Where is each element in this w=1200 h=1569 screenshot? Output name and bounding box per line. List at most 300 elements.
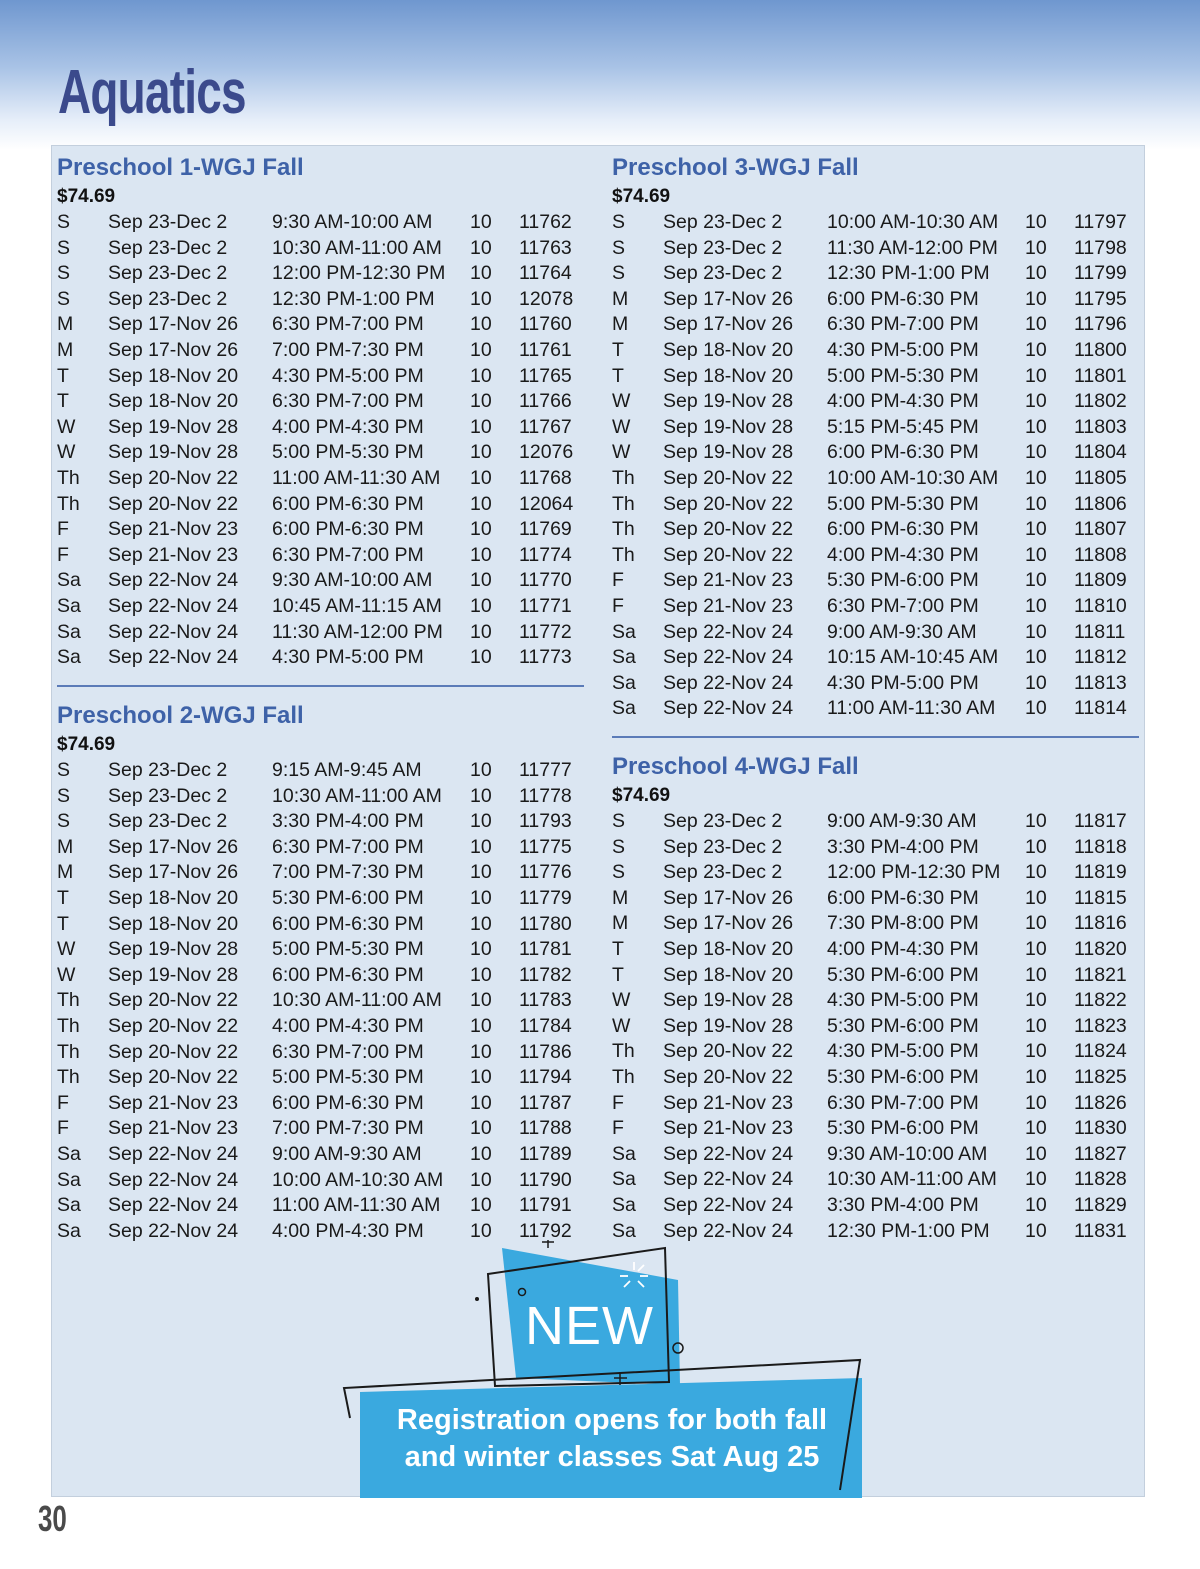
class-sessions: 10 [470,1168,492,1191]
class-time: 4:30 PM-5:00 PM [272,646,424,669]
schedule-row [57,620,587,646]
section-preschool-2 [57,699,587,1244]
class-day: T [612,338,624,361]
schedule-row [612,809,1142,835]
class-code: 11805 [1074,466,1127,489]
class-dates: Sep 17-Nov 26 [108,835,239,858]
class-dates: Sep 22-Nov 24 [108,1142,239,1165]
class-code: 11821 [1074,963,1127,986]
class-day: F [57,1091,69,1114]
schedule-list [57,758,587,1244]
class-time: 5:30 PM-6:00 PM [827,569,979,592]
schedule-row [612,1065,1142,1091]
class-day: W [612,415,631,438]
schedule-row [612,1193,1142,1219]
class-dates: Sep 21-Nov 23 [663,569,794,592]
schedule-row [57,988,587,1014]
class-code: 11792 [519,1219,572,1242]
class-day: M [612,912,629,935]
class-code: 11777 [519,759,572,781]
class-code: 11824 [1074,1040,1127,1063]
class-time: 12:30 PM-1:00 PM [827,262,990,285]
class-sessions: 10 [470,441,492,464]
class-time: 10:15 AM-10:45 AM [827,646,999,669]
class-code: 11765 [519,364,572,387]
class-time: 6:00 PM-6:30 PM [272,518,424,541]
class-day: Sa [612,1193,636,1216]
schedule-row [612,210,1142,236]
class-time: 9:00 AM-9:30 AM [272,1142,422,1165]
class-day: T [57,886,69,909]
schedule-row [612,988,1142,1014]
class-day: Th [57,1066,80,1089]
class-sessions: 10 [470,466,492,489]
schedule-row [57,1091,587,1117]
schedule-row [57,415,587,441]
class-dates: Sep 22-Nov 24 [108,1194,239,1217]
page-title: Aquatics [58,58,246,127]
schedule-row [57,1014,587,1040]
class-dates: Sep 22-Nov 24 [663,646,794,669]
class-day: S [57,784,71,807]
class-code: 11811 [1074,620,1126,643]
class-sessions: 10 [470,963,492,986]
class-day: M [57,861,74,884]
schedule-row [57,963,587,989]
schedule-row [612,492,1142,518]
class-day: Sa [612,697,636,720]
class-sessions: 10 [470,492,492,515]
class-time: 6:30 PM-7:00 PM [272,313,424,336]
class-day: S [57,236,71,259]
class-time: 6:30 PM-7:00 PM [827,1091,979,1114]
class-sessions: 10 [1025,646,1047,669]
class-code: 11770 [519,569,572,592]
class-sessions: 10 [1025,287,1047,310]
class-dates: Sep 19-Nov 28 [108,938,239,961]
class-sessions: 10 [1025,989,1047,1012]
class-dates: Sep 21-Nov 23 [663,594,794,617]
class-dates: Sep 23-Dec 2 [663,861,783,884]
class-sessions: 10 [1025,415,1047,438]
class-day: Sa [57,1219,81,1242]
class-sessions: 10 [1025,671,1047,694]
class-code: 11827 [1074,1142,1127,1165]
class-sessions: 10 [1025,1014,1047,1037]
class-code: 12064 [519,492,574,515]
class-time: 7:00 PM-7:30 PM [272,1117,424,1140]
class-sessions: 10 [470,912,492,935]
class-dates: Sep 23-Dec 2 [108,262,228,285]
class-code: 11802 [1074,390,1127,413]
schedule-row [57,809,587,835]
class-time: 3:30 PM-4:00 PM [827,835,979,858]
class-dates: Sep 22-Nov 24 [108,646,239,669]
class-day: S [612,861,626,884]
class-dates: Sep 23-Dec 2 [663,835,783,858]
class-sessions: 10 [1025,810,1047,832]
class-dates: Sep 22-Nov 24 [108,594,239,617]
class-sessions: 10 [470,1142,492,1165]
class-code: 11822 [1074,989,1127,1012]
class-time: 10:00 AM-10:30 AM [827,466,999,489]
class-time: 4:30 PM-5:00 PM [827,1040,979,1063]
schedule-list [612,809,1142,1244]
class-day: T [612,937,624,960]
class-code: 11817 [1074,810,1127,832]
schedule-row [57,568,587,594]
class-dates: Sep 18-Nov 20 [108,364,239,387]
class-dates: Sep 19-Nov 28 [108,415,239,438]
class-code: 11778 [519,784,572,807]
class-code: 11797 [1074,211,1127,233]
class-dates: Sep 20-Nov 22 [663,518,794,541]
class-day: M [57,835,74,858]
class-day: S [612,236,626,259]
class-code: 11794 [519,1066,572,1089]
class-dates: Sep 21-Nov 23 [663,1091,794,1114]
schedule-row [612,937,1142,963]
schedule-row [57,517,587,543]
schedule-row [57,860,587,886]
class-time: 6:30 PM-7:00 PM [827,313,979,336]
class-code: 11791 [519,1194,572,1217]
class-sessions: 10 [470,1117,492,1140]
class-dates: Sep 23-Dec 2 [108,236,228,259]
schedule-row [612,517,1142,543]
schedule-row [612,440,1142,466]
class-sessions: 10 [1025,1142,1047,1165]
class-sessions: 10 [470,646,492,669]
schedule-row [57,338,587,364]
class-dates: Sep 19-Nov 28 [663,390,794,413]
class-dates: Sep 17-Nov 26 [663,886,794,909]
class-code: 11783 [519,989,572,1012]
class-day: Th [57,492,80,515]
class-dates: Sep 20-Nov 22 [108,466,239,489]
class-dates: Sep 20-Nov 22 [663,466,794,489]
schedule-row [57,1142,587,1168]
class-code: 11813 [1074,671,1127,694]
class-day: W [57,415,76,438]
class-time: 5:30 PM-6:00 PM [272,886,424,909]
class-day: F [612,1117,624,1140]
class-day: M [612,313,629,336]
class-sessions: 10 [1025,262,1047,285]
class-sessions: 10 [470,338,492,361]
class-time: 5:15 PM-5:45 PM [827,415,979,438]
class-dates: Sep 22-Nov 24 [663,697,794,720]
class-day: Sa [612,1168,636,1191]
schedule-row [612,671,1142,697]
class-dates: Sep 22-Nov 24 [663,1193,794,1216]
class-time: 6:00 PM-6:30 PM [272,1091,424,1114]
schedule-row [612,860,1142,886]
class-code: 11786 [519,1040,572,1063]
class-time: 9:30 AM-10:00 AM [272,569,433,592]
class-dates: Sep 22-Nov 24 [663,1219,794,1242]
class-sessions: 10 [1025,569,1047,592]
section-title: Preschool 1-WGJ Fall [57,154,304,181]
schedule-row [612,338,1142,364]
section-title: Preschool 4-WGJ Fall [612,753,859,780]
class-dates: Sep 23-Dec 2 [663,810,783,832]
class-time: 11:30 AM-12:00 PM [272,620,443,643]
class-time: 12:00 PM-12:30 PM [272,262,446,285]
class-day: W [57,441,76,464]
schedule-row [57,466,587,492]
class-dates: Sep 20-Nov 22 [663,1040,794,1063]
class-dates: Sep 19-Nov 28 [108,963,239,986]
class-dates: Sep 23-Dec 2 [108,759,228,781]
schedule-row [57,312,587,338]
class-day: S [57,810,71,833]
class-sessions: 10 [1025,963,1047,986]
class-sessions: 10 [1025,492,1047,515]
class-sessions: 10 [1025,518,1047,541]
class-day: Th [57,1014,80,1037]
class-sessions: 10 [1025,1040,1047,1063]
class-day: T [57,364,69,387]
schedule-row [612,911,1142,937]
class-day: F [57,1117,69,1140]
class-sessions: 10 [470,569,492,592]
class-time: 9:30 AM-10:00 AM [272,211,433,233]
class-sessions: 10 [1025,861,1047,884]
schedule-row [612,594,1142,620]
class-dates: Sep 20-Nov 22 [108,989,239,1012]
schedule-row [612,1142,1142,1168]
class-time: 4:00 PM-4:30 PM [272,415,424,438]
class-code: 11812 [1074,646,1127,669]
schedule-row [612,963,1142,989]
class-time: 6:30 PM-7:00 PM [827,594,979,617]
class-dates: Sep 22-Nov 24 [663,620,794,643]
class-time: 6:00 PM-6:30 PM [272,963,424,986]
class-sessions: 10 [470,236,492,259]
class-time: 9:00 AM-9:30 AM [827,620,977,643]
schedule-row [57,1116,587,1142]
class-sessions: 10 [1025,912,1047,935]
schedule-row [57,937,587,963]
class-sessions: 10 [470,989,492,1012]
class-dates: Sep 18-Nov 20 [663,937,794,960]
class-day: T [612,364,624,387]
section-price: $74.69 [612,785,671,806]
class-day: M [57,313,74,336]
class-day: F [612,569,624,592]
class-time: 6:30 PM-7:00 PM [272,543,424,566]
class-code: 11763 [519,236,572,259]
class-day: Th [612,518,635,541]
class-time: 5:30 PM-6:00 PM [827,1117,979,1140]
class-sessions: 10 [1025,1168,1047,1191]
class-dates: Sep 20-Nov 22 [663,543,794,566]
class-code: 11767 [519,415,572,438]
class-time: 5:30 PM-6:00 PM [827,963,979,986]
section-title: Preschool 3-WGJ Fall [612,154,859,181]
class-sessions: 10 [1025,886,1047,909]
schedule-row [612,261,1142,287]
schedule-row [612,1167,1142,1193]
class-sessions: 10 [470,886,492,909]
class-sessions: 10 [470,211,492,233]
class-sessions: 10 [470,784,492,807]
class-dates: Sep 22-Nov 24 [663,1142,794,1165]
section-preschool-1 [57,151,587,671]
class-time: 6:00 PM-6:30 PM [827,886,979,909]
section-price: $74.69 [57,734,116,755]
class-time: 10:30 AM-11:00 AM [272,784,442,807]
class-sessions: 10 [470,390,492,413]
class-sessions: 10 [1025,313,1047,336]
class-code: 11773 [519,646,572,669]
class-sessions: 10 [470,861,492,884]
class-dates: Sep 23-Dec 2 [108,211,228,233]
class-code: 11819 [1074,861,1127,884]
class-time: 4:00 PM-4:30 PM [827,390,979,413]
class-time: 10:45 AM-11:15 AM [272,594,442,617]
class-time: 4:00 PM-4:30 PM [827,937,979,960]
class-day: S [57,759,71,781]
class-code: 11820 [1074,937,1127,960]
class-sessions: 10 [470,1194,492,1217]
registration-message [362,1402,862,1476]
class-time: 10:30 AM-11:00 AM [827,1168,997,1191]
class-dates: Sep 20-Nov 22 [663,492,794,515]
class-sessions: 10 [470,620,492,643]
class-time: 9:00 AM-9:30 AM [827,810,977,832]
schedule-row [57,1168,587,1194]
class-code: 11803 [1074,415,1127,438]
class-day: Th [612,466,635,489]
class-code: 11762 [519,211,572,233]
class-dates: Sep 17-Nov 26 [663,912,794,935]
class-time: 10:30 AM-11:00 AM [272,989,442,1012]
class-time: 4:30 PM-5:00 PM [272,364,424,387]
class-code: 11787 [519,1091,572,1114]
class-time: 5:00 PM-5:30 PM [827,492,979,515]
class-day: F [612,594,624,617]
schedule-row [612,466,1142,492]
class-time: 5:00 PM-5:30 PM [272,441,424,464]
class-dates: Sep 22-Nov 24 [663,1168,794,1191]
class-sessions: 10 [470,415,492,438]
class-day: M [612,287,629,310]
new-badge: NEW [525,1296,654,1356]
class-dates: Sep 21-Nov 23 [108,1091,239,1114]
class-sessions: 10 [1025,1091,1047,1114]
class-day: Th [612,492,635,515]
class-time: 12:30 PM-1:00 PM [272,287,435,310]
class-code: 11768 [519,466,572,489]
class-sessions: 10 [1025,1219,1047,1242]
class-dates: Sep 18-Nov 20 [108,390,239,413]
class-day: Th [612,543,635,566]
class-code: 11826 [1074,1091,1127,1114]
class-dates: Sep 23-Dec 2 [663,262,783,285]
class-code: 11830 [1074,1117,1127,1140]
class-day: M [612,886,629,909]
class-time: 6:30 PM-7:00 PM [272,835,424,858]
schedule-row [612,568,1142,594]
class-code: 11781 [519,938,572,961]
schedule-row [57,389,587,415]
schedule-row [57,236,587,262]
schedule-row [57,440,587,466]
class-day: Sa [612,671,636,694]
class-sessions: 10 [470,810,492,833]
schedule-row [57,594,587,620]
class-sessions: 10 [1025,835,1047,858]
class-time: 12:00 PM-12:30 PM [827,861,1001,884]
class-time: 6:00 PM-6:30 PM [827,518,979,541]
schedule-row [612,1116,1142,1142]
class-sessions: 10 [470,1091,492,1114]
class-day: W [612,989,631,1012]
class-time: 6:00 PM-6:30 PM [827,287,979,310]
class-sessions: 10 [1025,594,1047,617]
class-code: 11784 [519,1014,572,1037]
class-code: 11764 [519,262,572,285]
registration-line-1: Registration opens for both fall [396,1404,828,1436]
class-dates: Sep 21-Nov 23 [108,1117,239,1140]
class-sessions: 10 [470,835,492,858]
class-code: 12078 [519,287,574,310]
class-time: 5:00 PM-5:30 PM [272,1066,424,1089]
class-day: Sa [57,594,81,617]
class-code: 11789 [519,1142,572,1165]
registration-line-2: and winter classes Sat Aug 25 [404,1441,820,1473]
class-day: S [612,810,626,832]
schedule-row [57,1040,587,1066]
schedule-row [612,696,1142,722]
class-sessions: 10 [470,543,492,566]
class-day: Th [612,1065,635,1088]
class-dates: Sep 19-Nov 28 [663,1014,794,1037]
page-number: 30 [38,1498,67,1539]
schedule-row [612,1039,1142,1065]
class-time: 6:30 PM-7:00 PM [272,1040,424,1063]
class-dates: Sep 22-Nov 24 [108,1168,239,1191]
class-day: Sa [612,1142,636,1165]
class-time: 7:30 PM-8:00 PM [827,912,979,935]
section-price: $74.69 [57,186,116,207]
class-dates: Sep 18-Nov 20 [663,364,794,387]
class-code: 11782 [519,963,572,986]
class-time: 4:00 PM-4:30 PM [272,1219,424,1242]
class-dates: Sep 23-Dec 2 [108,810,228,833]
class-sessions: 10 [1025,620,1047,643]
class-code: 11771 [519,594,572,617]
schedule-row [612,543,1142,569]
class-dates: Sep 20-Nov 22 [663,1065,794,1088]
class-day: Sa [612,620,636,643]
class-day: Sa [612,646,636,669]
class-time: 4:30 PM-5:00 PM [827,338,979,361]
schedule-row [612,236,1142,262]
class-sessions: 10 [470,759,492,781]
class-dates: Sep 17-Nov 26 [108,338,239,361]
class-time: 10:00 AM-10:30 AM [827,211,999,233]
section-divider [612,736,1139,738]
class-sessions: 10 [470,287,492,310]
schedule-row [612,835,1142,861]
class-sessions: 10 [1025,697,1047,720]
class-day: Sa [57,1168,81,1191]
class-code: 11816 [1074,912,1127,935]
class-day: Th [57,989,80,1012]
